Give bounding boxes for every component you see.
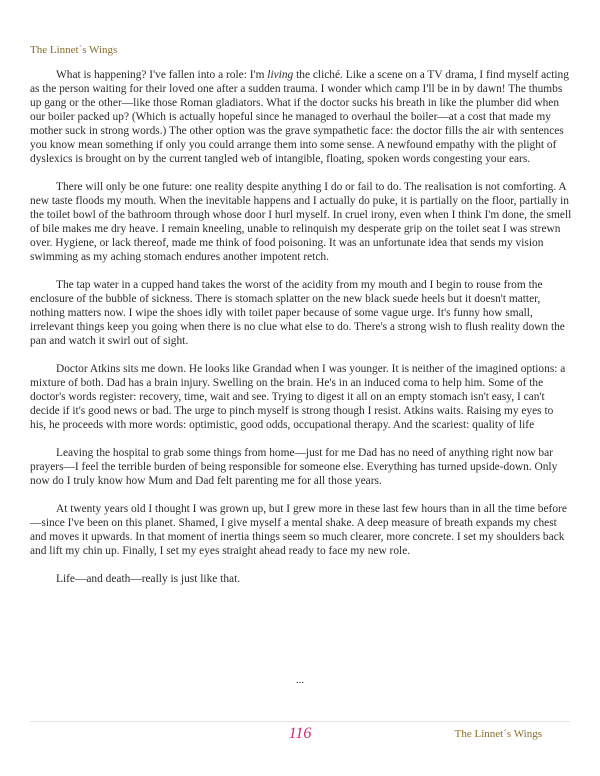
paragraph-4: Doctor Atkins sits me down. He looks like Grandad when I was younger. It is neither of the imagined options: a mixture of both. Dad has a brain injury. Swelling on the brain. He's in an induced coma to help him. Some of the doctor's words register: recovery, time, wait and see. Trying to digest it all on an empty stomach isn't easy, I can't decide if it's good news or bad. The urge to pinch myself is strong though I resist. Atkins waits. Raising my eyes to his, he proceeds with more words: optimistic, good odds, occupational therapy. And the scariest: quality of life <box>30 363 566 431</box>
running-header: The Linnet´s Wings <box>30 44 118 56</box>
paragraph-1-before: What is happening? I've fallen into a role: I'm <box>56 69 268 81</box>
paragraph-3: The tap water in a cupped hand takes the worst of the acidity from my mouth and I begin to rouse from the enclosure of the bubble of sickness. There is stomach splatter on the new black suede heels but it doesn't matter, nothing matters now. I wipe the shoes idly with toilet paper because of some vague urge. It's funny how small, irrelevant things keep you going when there is no clue what else to do. There's a strong wish to flush reality down the pan and watch it swirl out of sight. <box>30 279 565 347</box>
paragraph-1 <box>30 68 572 166</box>
paragraph-5: Leaving the hospital to grab some things from home—just for me Dad has no need of anything right now bar prayers—I feel the terrible burden of being responsible for someone else. Everything has turned upside-down. Only now do I truly know how Mum and Dad felt parenting me for all those years. <box>30 447 558 487</box>
running-footer: The Linnet´s Wings <box>454 728 542 740</box>
paragraph-2: There will only be one future: one reality despite anything I do or fail to do. The realisation is not comforting. A new taste floods my mouth. When the inevitable happens and I actually do puke, it is partially on the floor, partially in the toilet bowl of the bathroom through whose door I hurl myself. In cruel irony, even when I think I'm done, the smell of bile makes me dry heave. I remain kneeling, unable to relinquish my desperate grip on the toilet seat I was strewn over. Hygiene, or lack thereof, made me think of food poisoning. It was an unfortunate idea that sends my vision swimming as my aching stomach endures another impotent retch. <box>30 181 572 263</box>
footer-divider <box>30 721 570 722</box>
paragraph-1-emphasis: living <box>267 69 294 81</box>
paragraph-6: At twenty years old I thought I was grown up, but I grew more in these last few hours than in all the time before—since I've been on this planet. Shamed, I give myself a mental shake. A deep measure of breath expands my chest and moves it upwards. In that moment of inertia things seem so much clearer, more concrete. I set my shoulders back and lift my chin up. Finally, I set my eyes straight ahead ready to face my new role. <box>30 503 567 557</box>
section-break: ... <box>295 674 305 686</box>
paragraph-7: Life—and death—really is just like that. <box>56 573 241 585</box>
story-text <box>30 68 572 586</box>
page-number: 116 <box>288 725 312 742</box>
paragraph-1-after: the cliché. Like a scene on a TV drama, I find myself acting as the person waiting for their loved one after a sudden trauma. I wonder which camp I'll be in by dawn! The thumbs up gang or the other—like those Roman gladiators. What if the doctor sucks his breath in like the plumber did when our boiler packed up? (Which is actually hopeful since he managed to overhaul the boiler—at a cost that made my mother suck in strong words.) The other option was the grave sympathetic face: the doctor fills the air with sentences you know mean something if only you could arrange them into some sense. A newfound empathy with the plight of dyslexics is brought on by the current tangled web of intangible, floating, spoken words congesting your ears. <box>30 69 569 165</box>
